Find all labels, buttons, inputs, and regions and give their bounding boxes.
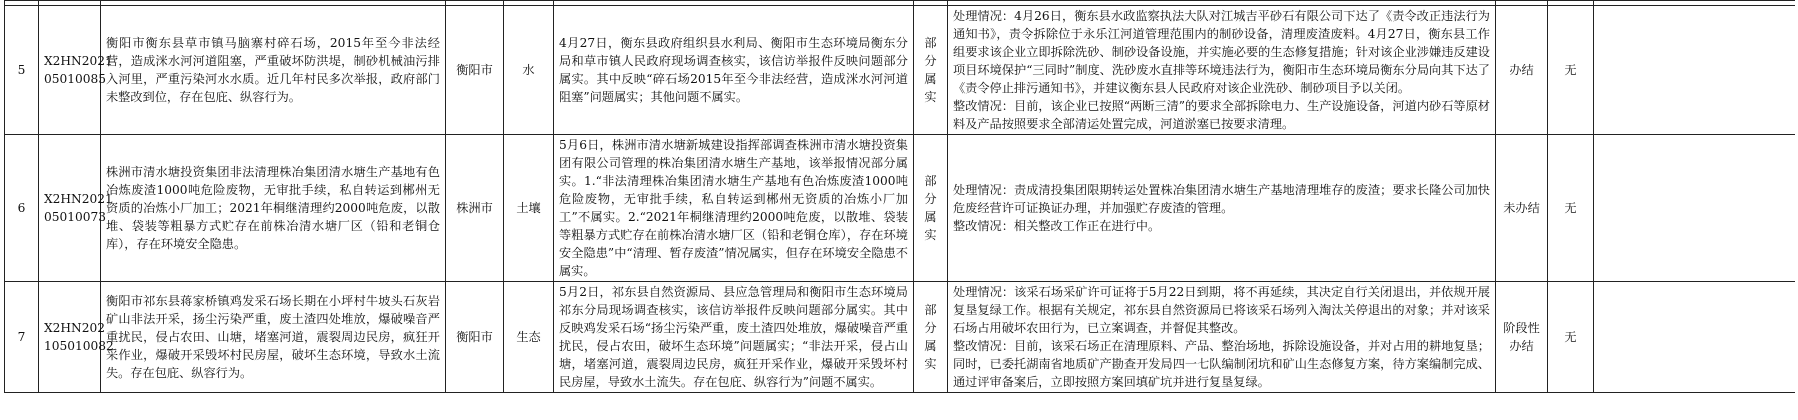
rectify-text: 整改情况：目前，该采石场正在清理原料、产品、整治场地，拆除设施设备，并对占用的耕地复垦；同时，已委托湖南省地质矿产勘查开发局四一七队编制闭坑和矿山生态修复方案，待方案编制完成、通过评审备案后，立即按照方案回填矿坑并进行复垦复绿。 [953, 339, 1490, 389]
city-cell: 衡阳市 [446, 6, 504, 135]
row-number: 7 [5, 282, 39, 393]
blank-cell [1594, 6, 1795, 135]
handling-cell [948, 282, 1496, 393]
city-cell: 株洲市 [446, 135, 504, 282]
case-code-text: X2HN2021 05010073 [44, 192, 113, 224]
investigation-result: 5月2日，祁东县自然资源局、县应急管理局和衡阳市生态环境局祁东分局现场调查核实，该信访举报件反映问题部分属实。其中反映鸡发采石场“扬尘污染严重，废土渣四处堆放，爆破噪音严重扰民，侵占农田，破坏生态环境”问题属实；“非法开采，侵占山塘，堵塞河道，震裂周边民房，疯狂开采作业，爆破开采毁坏村民房屋，导致水土流失。存在包庇、纵容行为”问题不属实。 [554, 282, 914, 393]
handling-text: 处理情况：该采石场采矿许可证将于5月22日到期，将不再延续，其决定自行关闭退出，并依规开展复垦复绿工作。根据有关规定，祁东县自然资源局已将该采石场列入淘汰关停退出的对象；并对该采石场占用破坏农田行为，已立案调查，并督促其整改。 [953, 285, 1490, 335]
case-code-text: X2HN2021 05010085 [44, 54, 113, 86]
accountability-cell: 无 [1548, 282, 1594, 393]
complaint-table [4, 0, 1795, 393]
investigation-result: 4月27日，衡东县政府组织县水利局、衡阳市生态环境局衡东分局和草市镇人民政府现场调查核实，该信访举报件反映问题部分属实。其中反映“碎石场2015年至今非法经营，造成洣水河河道阻塞”问题属实；其他问题不属实。 [554, 6, 914, 135]
rectify-text: 整改情况：相关整改工作正在进行中。 [953, 219, 1161, 233]
blank-cell [1594, 135, 1795, 282]
city-cell: 衡阳市 [446, 282, 504, 393]
handling-cell [948, 6, 1496, 135]
verdict-cell: 部分属实 [914, 6, 948, 135]
status-cell: 阶段性办结 [1496, 282, 1548, 393]
pollution-type: 水 [504, 6, 554, 135]
blank-cell [1594, 282, 1795, 393]
handling-text: 处理情况：4月26日，衡东县水政监察执法大队对江城吉平砂石有限公司下达了《责令改正违法行为通知书》，责令拆除位于永乐江河道管理范围内的制砂设备，清理废渣废料。4月27日，衡东县工作组要求该企业立即拆除洗砂、制砂设备设施，并实施必要的生态修复措施；针对该企业涉嫌违反建设项目环境保护“三同时”制度、洗砂废水直排等环境违法行为，衡阳市生态环境局衡东分局向其下达了《责令停止排污通知书》，并建议衡东县人民政府对该企业洗砂、制砂项目予以关闭。 [953, 9, 1490, 95]
case-code [39, 135, 113, 282]
verdict-cell: 部分属实 [914, 135, 948, 282]
issue-description: 衡阳市祁东县蒋家桥镇鸡发采石场长期在小坪村牛坡头石灰岩矿山非法开采，扬尘污染严重，废土渣四处堆放，爆破噪音严重扰民，侵占农田、山塘，堵塞河道，震裂周边民房，疯狂开采作业，爆破开采毁坏村民房屋，破坏生态环境，导致水土流失。存在包庇、纵容行为。 [101, 282, 446, 393]
table-row [5, 282, 1795, 393]
status-cell: 办结 [1496, 6, 1548, 135]
table-row [5, 135, 1795, 282]
handling-cell [948, 135, 1496, 282]
status-cell: 未办结 [1496, 135, 1548, 282]
row-number: 5 [5, 6, 39, 135]
accountability-cell: 无 [1548, 135, 1594, 282]
pollution-type: 土壤 [504, 135, 554, 282]
issue-description: 株洲市清水塘投资集团非法清理株冶集团清水塘生产基地有色冶炼废渣1000吨危险废物，无审批手续，私自转运到郴州无资质的冶炼小厂加工；2021年桐继清理约2000吨危废，以散堆、袋装等粗暴方式贮存在前株冶清水塘厂区（铅和老铜仓库），存在环境安全隐患。 [101, 135, 446, 282]
case-code [39, 282, 114, 393]
row-number: 6 [5, 135, 39, 282]
case-code [39, 6, 113, 135]
investigation-result: 5月6日，株洲市清水塘新城建设指挥部调查株洲市清水塘投资集团有限公司管理的株冶集团清水塘生产基地，该举报情况部分属实。1.“非法清理株冶集团清水塘生产基地有色冶炼废渣1000吨危险废物，无审批手续，私自转运到郴州无资质的冶炼小厂加工”不属实。2.“2021年桐继清理约2000吨危废，以散堆、袋装等粗暴方式贮存在前株冶清水塘厂区（铅和老铜仓库），存在环境安全隐患”中“清理、暂存废渣”情况属实，但存在环境安全隐患不属实。 [554, 135, 914, 282]
table-row [5, 6, 1795, 135]
case-code-text: X2HN202 105010082 [44, 321, 114, 353]
pollution-type: 生态 [504, 282, 554, 393]
handling-text: 处理情况：责成清投集团限期转运处置株冶集团清水塘生产基地清理堆存的废渣；要求长隆公司加快危废经营许可证换证办理，并加强贮存废渣的管理。 [953, 183, 1490, 215]
issue-description: 衡阳市衡东县草市镇马脑寨村碎石场，2015年至今非法经营，造成洣水河河道阻塞，严重破坏防洪堤，制砂机械油污排入河里，严重污染河水水质。近几年村民多次举报，政府部门未整改到位，存在包庇、纵容行为。 [101, 6, 446, 135]
verdict-cell: 部分属实 [914, 282, 948, 393]
rectify-text: 整改情况：目前，该企业已按照“两断三清”的要求全部拆除电力、生产设施设备，河道内砂石等原材料及产品按照要求全部清运处置完成，河道淤塞已按要求清理。 [953, 99, 1490, 131]
accountability-cell: 无 [1548, 6, 1594, 135]
